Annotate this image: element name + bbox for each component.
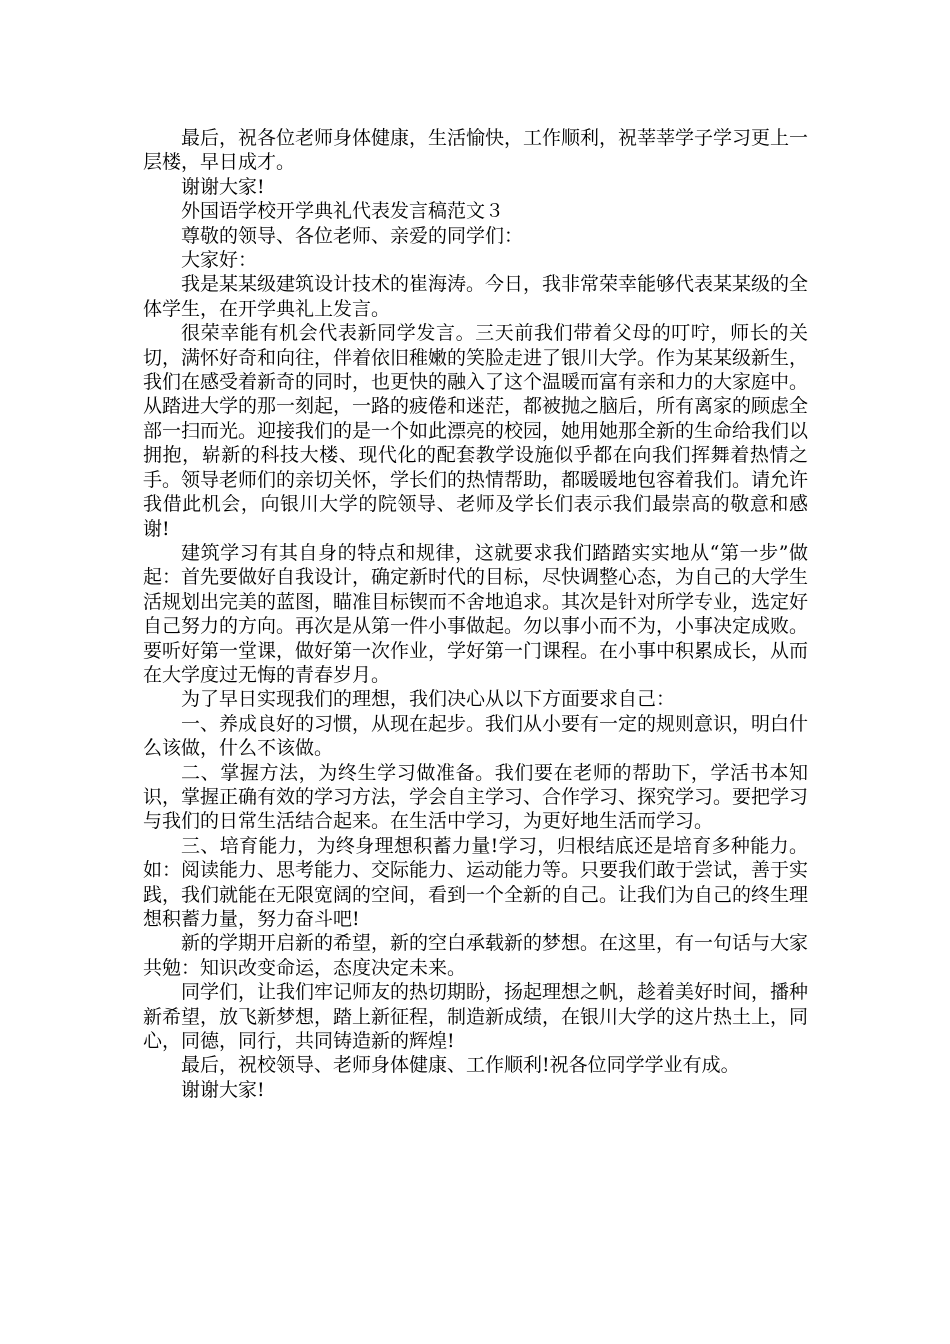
body-paragraph: 为了早日实现我们的理想，我们决心从以下方面要求自己： [181,688,676,711]
document-body [143,126,808,1102]
greeting: 大家好： [181,249,258,272]
body-paragraph: 建筑学习有其自身的特点和规律，这就要求我们踏踏实实地从“第一步”做起：首先要做好自我设计，确定新时代的目标，尽快调整心态，为自己的大学生活规划出完美的蓝图，瞄准目标锲而不舍地追求。其次是针对所学专业，选定好自己努力的方向。再次是从第一件小事做起。勿以事小而不为，小事决定成败。要听好第一堂课，做好第一次作业，学好第一门课程。在小事中积累成长，从而在大学度过无悔的青春岁月。 [143,541,809,686]
body-paragraph: 很荣幸能有机会代表新同学发言。三天前我们带着父母的叮咛，师长的关切，满怀好奇和向往，伴着依旧稚嫩的笑脸走进了银川大学。作为某某级新生，我们在感受着新奇的同时，也更快的融入了这个温暖而富有亲和力的大家庭中。从踏进大学的那一刻起，一路的疲倦和迷茫，都被抛之脑后，所有离家的顾虑全部一扫而光。迎接我们的是一个如此漂亮的校园，她用她那全新的生命给我们以拥抱，崭新的科技大楼、现代化的配套教学设施似乎都在向我们挥舞着热情之手。领导老师们的亲切关怀，学长们的热情帮助，都暖暖地包容着我们。请允许我借此机会，向银川大学的院领导、老师及学长们表示我们最崇高的敬意和感谢! [143,322,809,540]
closing-wishes-paragraph: 最后，祝各位老师身体健康，生活愉快，工作顺利，祝莘莘学子学习更上一层楼，早日成才。 [143,127,809,174]
salutation: 尊敬的领导、各位老师、亲爱的同学们： [181,224,524,247]
list-item-paragraph: 三、培育能力，为终身理想积蓄力量!学习，归根结底还是培育多种能力。如：阅读能力、思考能力、交际能力、运动能力等。只要我们敢于尝试，善于实践，我们就能在无限宽阔的空间，看到一个全新的自己。让我们为自己的终生理想积蓄力量，努力奋斗吧! [143,834,809,930]
self-introduction-paragraph: 我是某某级建筑设计技术的崔海涛。今日，我非常荣幸能够代表某某级的全体学生，在开学典礼上发言。 [143,273,809,320]
section-title: 外国语学校开学典礼代表发言稿范文３ [181,200,505,223]
thanks-paragraph: 谢谢大家! [181,1078,265,1101]
list-item-paragraph: 二、掌握方法，为终生学习做准备。我们要在老师的帮助下，学活书本知识，掌握正确有效的学习方法，学会自主学习、合作学习、探究学习。要把学习与我们的日常生活结合起来。在生活中学习，为更好地生活而学习。 [143,761,809,833]
list-item-paragraph: 一、养成良好的习惯，从现在起步。我们从小要有一定的规则意识，明白什么该做，什么不该做。 [143,712,809,760]
body-paragraph: 同学们，让我们牢记师友的热切期盼，扬起理想之帆，趁着美好时间，播种新希望，放飞新梦想，踏上新征程，制造新成绩，在银川大学的这片热土上，同心，同德，同行，共同铸造新的辉煌! [143,981,809,1053]
body-paragraph: 新的学期开启新的希望，新的空白承载新的梦想。在这里，有一句话与大家共勉：知识改变命运，态度决定未来。 [143,932,809,979]
closing-wishes-paragraph: 最后，祝校领导、老师身体健康、工作顺利!祝各位同学学业有成。 [181,1054,740,1077]
thanks-paragraph: 谢谢大家! [181,175,265,198]
